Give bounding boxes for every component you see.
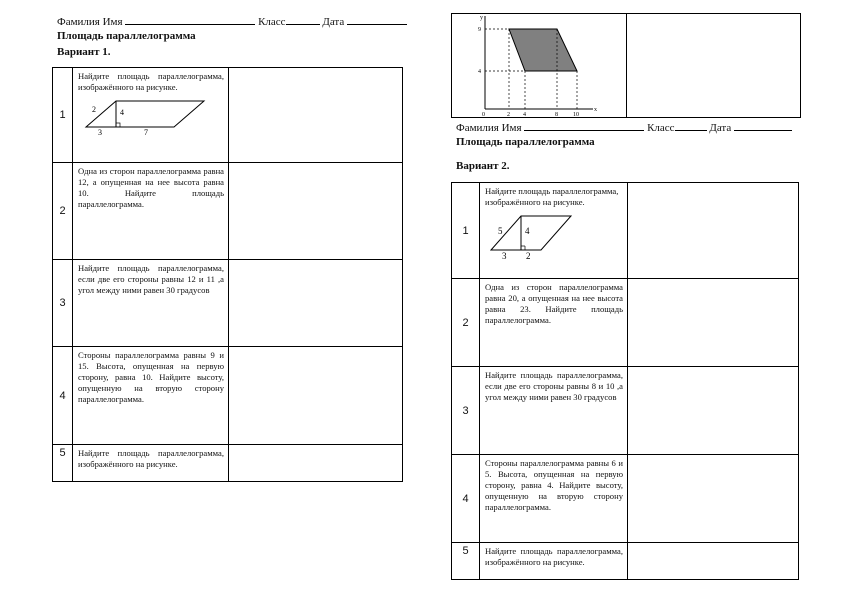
right-angle-mark [116,123,120,127]
y-tick-label: 4 [478,69,481,75]
v1-name-blank[interactable] [125,15,255,25]
answer-cell[interactable] [229,68,403,163]
answer-cell[interactable] [229,347,403,445]
x-tick-label: 2 [507,112,510,118]
x-tick-label: 8 [555,112,558,118]
v2-date-blank[interactable] [734,121,792,131]
task-text: Стороны параллелограмма равны 6 и 5. Высота, опущенная на первую сторону, равна 4. Найдите высоту, опущенную на вторую сторону параллелограмма. [480,455,628,543]
parallelogram-shape [86,101,204,127]
table-row [53,68,403,163]
table-row [452,279,799,367]
task-text: Найдите площадь параллелограмма, изображённого на рисунке. [480,543,628,580]
task-number: 4 [53,347,73,445]
v1-variant-label: Вариант 1. [57,46,111,58]
v2-date-label: Дата [709,122,732,134]
side-label: 5 [498,226,503,236]
v2-header-line [456,121,792,134]
x-tick-label: 4 [523,112,526,118]
answer-cell[interactable] [628,279,799,367]
task-text: Найдите площадь параллелограмма, если две его стороны равны 12 и 11 ,а угол между ними равен 30 градусов [73,260,229,347]
x-tick-label: 10 [573,112,579,118]
base-left-label: 3 [98,128,102,135]
height-label: 4 [525,226,530,236]
v1-class-label: Класс [258,16,286,28]
task-text: Одна из сторон параллелограмма равна 12, а опущенная на нее высота равна 10. Найдите площадь параллелограмма. [73,163,229,260]
y-axis-label: y [480,15,483,21]
table-row [53,347,403,445]
y-tick-label: 9 [478,27,481,33]
task-number: 5 [53,445,73,482]
base-left-label: 3 [502,251,507,260]
task-number: 4 [452,455,480,543]
v1-header-line [57,15,407,28]
answer-cell[interactable] [628,183,799,279]
base-right-label: 7 [144,128,148,135]
side-label: 2 [92,105,96,114]
table-row [452,455,799,543]
v2-name-blank[interactable] [524,121,644,131]
coordinate-graph [451,13,627,118]
v2-name-label: Фамилия Имя [456,122,522,134]
task-number: 3 [452,367,480,455]
task-text: Найдите площадь параллелограмма, изображённого на рисунке. [73,445,229,482]
shaded-parallelogram [509,29,577,71]
v2-class-blank[interactable] [675,121,707,131]
v1-date-blank[interactable] [347,15,407,25]
v2-title: Площадь параллелограмма [456,136,595,148]
v1-name-label: Фамилия Имя [57,16,123,28]
task-text: Найдите площадь параллелограмма, изображённого на рисунке. [78,71,224,92]
answer-cell[interactable] [229,445,403,482]
task-number: 2 [452,279,480,367]
task-text: Найдите площадь параллелограмма, изображённого на рисунке. [485,186,619,207]
task-number: 1 [53,68,73,163]
height-label: 4 [120,108,124,117]
task-cell [73,68,229,163]
task-number: 3 [53,260,73,347]
table-row [452,543,799,580]
v1-title: Площадь параллелограмма [57,30,196,42]
v2-task-table [451,182,799,580]
parallelogram-shape [491,216,571,250]
v2-variant-label: Вариант 2. [456,160,510,172]
x-axis-label: x [594,107,597,113]
table-row [53,163,403,260]
answer-cell[interactable] [229,163,403,260]
task-text: Стороны параллелограмма равны 9 и 15. Высота, опущенная на первую сторону, равна 10. Найдите высоту, опущенную на вторую сторону параллелограмма. [73,347,229,445]
v1-date-label: Дата [322,16,345,28]
parallelogram-figure [78,97,218,135]
task-number: 5 [452,543,480,580]
table-row [452,183,799,279]
answer-cell[interactable] [229,260,403,347]
answer-cell[interactable] [628,367,799,455]
x-tick-label: 0 [482,112,485,118]
base-right-label: 2 [526,251,531,260]
table-row [452,367,799,455]
parallelogram-figure [485,210,615,260]
v2-class-label: Класс [647,122,675,134]
task-number: 1 [452,183,480,279]
task-number: 2 [53,163,73,260]
answer-cell[interactable] [628,543,799,580]
graph-answer-cell[interactable] [627,13,801,118]
answer-cell[interactable] [628,455,799,543]
table-row [53,445,403,482]
table-row [53,260,403,347]
v1-class-blank[interactable] [286,15,320,25]
task-cell [480,183,628,279]
task-text: Найдите площадь параллелограмма, если две его стороны равны 8 и 10 ,а угол между ними равен 30 градусов [480,367,628,455]
v1-task-table [52,67,403,482]
task-text: Одна из сторон параллелограмма равна 20, а опущенная на нее высота равна 23. Найдите площадь параллелограмма. [480,279,628,367]
